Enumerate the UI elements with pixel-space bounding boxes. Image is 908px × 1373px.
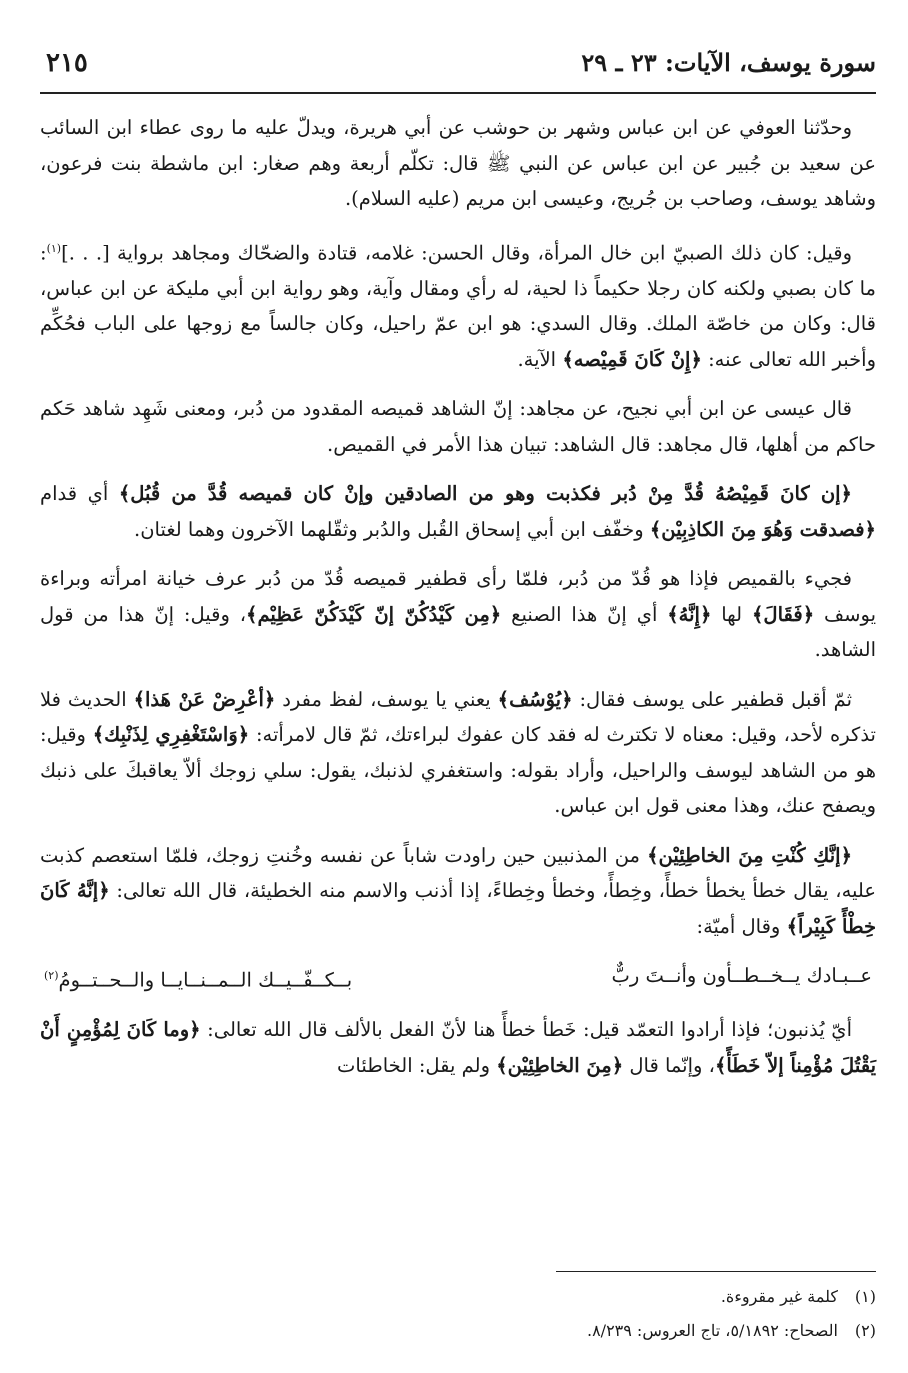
paragraph-1 (40, 110, 876, 217)
quran-quote: ﴿مِن كَيْدُكُنّ إنّ كَيْدَكُنّ عَظِيْم﴾ (246, 602, 502, 626)
text-run: قال عيسى عن ابن أبي نجيح، عن مجاهد: إنّ الشاهد قميصه المقدود من دُبر، ومعنى شَهِد شاهد حَكم حاكم من أهلها، قال مجاهد: قال الشاهد: تبيان هذا الأمر في القميص. (40, 397, 876, 456)
quran-quote: ﴿وَاسْتَغْفِرِي لِذَنْبِك﴾ (92, 723, 250, 746)
quran-quote: ﴿وما كَانَ لِمُؤْمِنٍ أَنْ يَقْتُلَ مُؤْمِناً إلاّ خَطَأً﴾ (40, 1018, 876, 1077)
page-header (40, 48, 876, 94)
poem-verse (40, 958, 876, 998)
poem-first-hemistich: عــبـادك يــخــطــأون وأنــتَ ربٌّ (611, 964, 872, 987)
text-run: وخفّف ابن أبي إسحاق القُبل والدُبر وثقّلهما الآخرون وهما لغتان. (134, 517, 650, 541)
quran-quote: ﴿إِنْ كَانَ قَمِيْصه﴾ (562, 347, 702, 371)
quran-quote: ﴿إِنَّهُ﴾ (667, 602, 712, 626)
text-run: وقيل: كان ذلك الصبيّ ابن خال المرأة، وقال الحسن: غلامه، قتادة والضحّاك ومجاهد برواية [. . .] (61, 241, 852, 264)
text-run: من المذنبين حين راودت شاباً عن نفسه وخُنتِ زوجك، فلمّا استعصم كذبت عليه، يقال خطأ يخطأ خطأً، وخِطأً، وخطأ وخِطاءً، إذا أذنب والاسم منه الخطيئة، قال الله تعالى: (40, 843, 876, 902)
quran-quote: ﴿فصدقت وَهُوَ مِنَ الكاذِبِيْن﴾ (649, 517, 876, 541)
quran-quote: ﴿إن كانَ قَمِيْصُهُ قُدَّ مِنْ دُبر فكذبت وهو من الصادقين وإنْ كان قميصه قُدَّ من قُبُل﴾ (118, 482, 852, 505)
text-run: أيّ يُذنبون؛ فإذا أرادوا التعمّد قيل: خَطأ خطأً هنا لأنّ الفعل بالألف قال الله تعالى: (200, 1018, 852, 1041)
footnote-ref-2: (٢) (44, 969, 59, 982)
body-text (40, 110, 876, 1097)
text-run: الحديث فلا تذكره لأحد، وقيل: معناه لا تكترث له فقد كان عفوك لبراءتك، ثمّ قال لامرأته: (40, 687, 876, 746)
footnote-number: (٢) (854, 1321, 876, 1340)
book-page (40, 36, 876, 1346)
quran-quote: ﴿مِنَ الخاطِئِيْن﴾ (496, 1053, 624, 1077)
text-run: ، وقيل: إنّ هذا من قول الشاهد. (40, 602, 876, 661)
quran-quote: ﴿إنَّكِ كُنْتِ مِنَ الخاطِئِيْن﴾ (647, 843, 852, 867)
text-run: فجيء بالقميص فإذا هو قُدّ من دُبر، فلمّا رأى قطفير قميصه قُدّ من دُبر عرف خيانة امرأته وبراءة يوسف (40, 567, 876, 626)
footnote-ref-1: (١) (46, 241, 62, 255)
quran-quote: ﴿يُوْسُف﴾ (497, 687, 573, 711)
text-run: وقال أميّة: (696, 914, 787, 938)
text-run: بــكــفّــيــك الــمــنــايــا والــحــتــومُ (58, 968, 353, 992)
text-run: وحدّثنا العوفي عن ابن عباس وشهر بن حوشب عن أبي هريرة، ويدلّ عليه ما روى عطاء ابن السائب عن سعيد بن جُبير عن ابن عباس عن النبي ﷺ قال: تكلّم أربعة وهم صغار: ابن ماشطة بنت فرعون، وشاهد يوسف، وصاحب بن جُريج، وعيسى ابن مريم (عليه السلام). (40, 116, 876, 210)
footnote-2 (40, 1314, 876, 1348)
text-run: الآية. (517, 347, 563, 371)
text-run: ، وإنّما قال (623, 1053, 715, 1077)
paragraph-7 (40, 838, 876, 945)
text-run: يعني يا يوسف، لفظ مفرد (275, 687, 498, 711)
text-run: لها (711, 602, 752, 626)
quran-quote: ﴿أعْرِضْ عَنْ هَذا﴾ (133, 687, 276, 711)
footnote-text: كلمة غير مقروءة. (720, 1287, 838, 1306)
page-number: ٢١٥ (46, 48, 88, 78)
footnote-text: الصحاح: ٥/١٨٩٢، تاج العروس: ٨/٢٣٩. (586, 1321, 838, 1340)
paragraph-6 (40, 682, 876, 824)
footnote-1 (40, 1280, 876, 1314)
footnotes (40, 1280, 876, 1348)
text-run: ولم يقل: الخاطئات (337, 1053, 497, 1077)
text-run: وقيل: هو من الشاهد ليوسف والراحيل، وأراد بقوله: واستغفري لذنبك، يقول: سلي زوجك ألاّ يعاقبكَ على ذنبك ويصفح عنك، وهذا معنى قول ابن عباس. (40, 723, 876, 817)
running-title: سورة يوسف، الآيات: ٢٣ ـ ٢٩ (581, 48, 876, 77)
paragraph-8 (40, 1012, 876, 1083)
paragraph-4 (40, 476, 876, 547)
footnote-divider (556, 1271, 876, 1272)
footnote-number: (١) (854, 1287, 876, 1306)
quran-quote: ﴿إنَّهُ كَانَ خِطْأً كَبِيْراً﴾ (40, 879, 876, 938)
paragraph-5 (40, 561, 876, 668)
text-run: ثمّ أقبل قطفير على يوسف فقال: (572, 687, 852, 711)
poem-second-hemistich (44, 958, 352, 998)
text-run: أي إنّ هذا الصنيع (501, 602, 668, 626)
paragraph-3 (40, 391, 876, 462)
text-run: : ما كان بصبي ولكنه كان رجلا حكيماً ذا لحية، له رأي ومقال وآية، وهو رواية ابن أبي مليكة عن ابن عباس، قال: وكان من خاصّة الملك. وقال السدي: هو ابن عمّ راحيل، وكان جالساً مع زوجها على الباب فحُكِّم وأخبر الله تعالى عنه: (40, 241, 876, 371)
text-run: أي قدام (40, 482, 119, 505)
paragraph-2 (40, 231, 876, 378)
quran-quote: ﴿فَقَالَ﴾ (751, 602, 815, 626)
